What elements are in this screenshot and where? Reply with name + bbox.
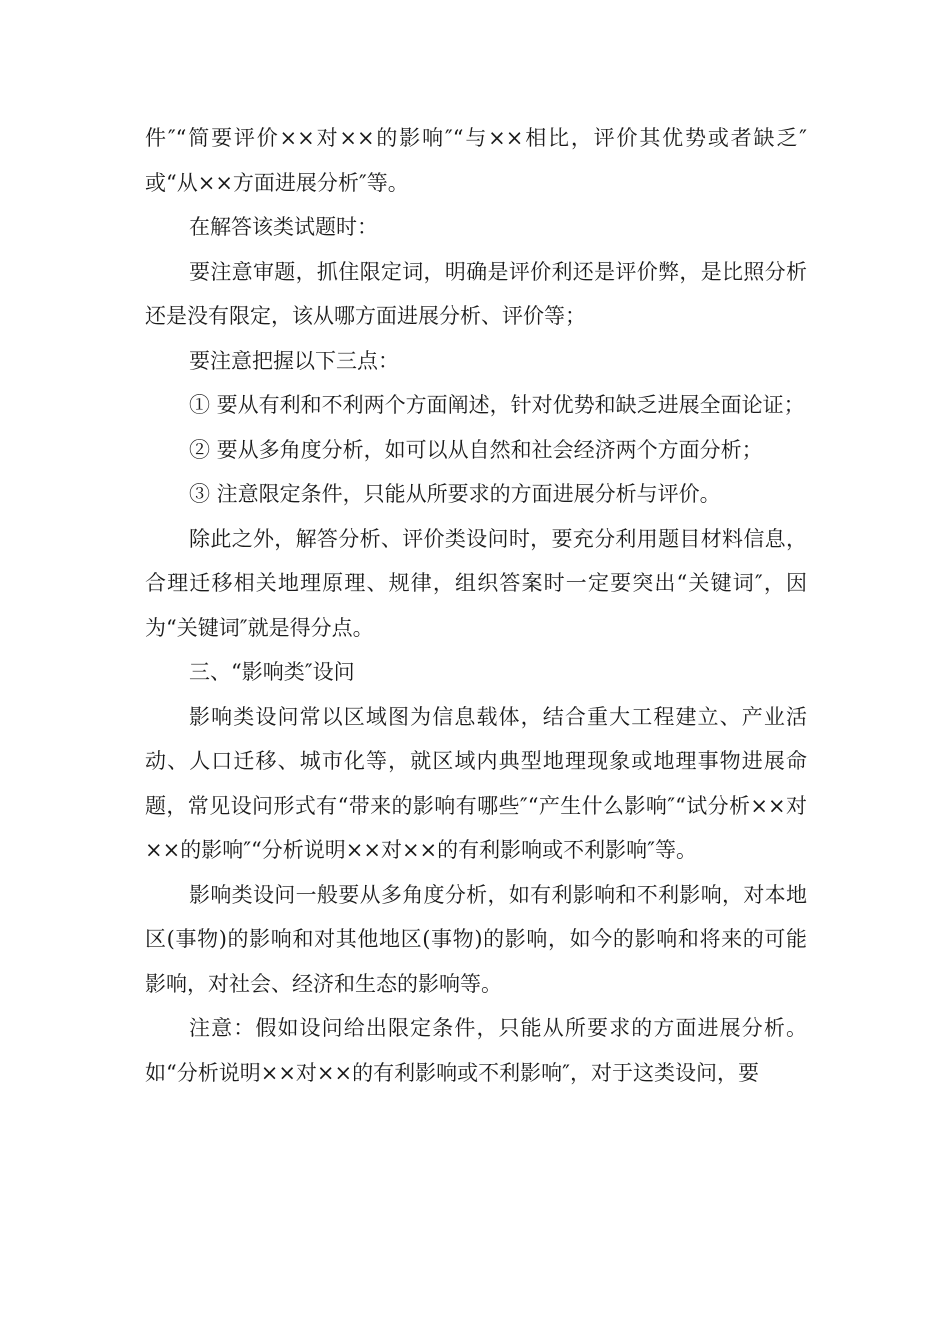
paragraph: 在解答该类试题时： bbox=[189, 215, 378, 239]
document-body bbox=[145, 116, 807, 1095]
list-item: ① 要从有利和不利两个方面阐述，针对优势和缺乏进展全面论证； bbox=[189, 393, 805, 417]
paragraph: 影响类设问一般要从多角度分析，如有利影响和不利影响，对本地区(事物)的影响和对其他地区(事物)的影响，如今的影响和将来的可能影响，对社会、经济和生态的影响等。 bbox=[145, 882, 807, 996]
paragraph: 件″“简要评价××对××的影响″“与××相比，评价其优势或者缺乏″或“从××方面进展分析″等。 bbox=[145, 126, 807, 195]
paragraph: 注意：假如设问给出限定条件，只能从所要求的方面进展分析。如“分析说明××对××的有利影响或不利影响″，对于这类设问，要 bbox=[145, 1016, 807, 1085]
list-item: ③ 注意限定条件，只能从所要求的方面进展分析与评价。 bbox=[189, 482, 721, 506]
paragraph: 影响类设问常以区域图为信息载体，结合重大工程建立、产业活动、人口迁移、城市化等，就区域内典型地理现象或地理事物进展命题，常见设问形式有“带来的影响有哪些″“产生什么影响″“试分析××对××的影响″“分析说明××对××的有利影响或不利影响″等。 bbox=[145, 704, 807, 862]
paragraph: 要注意审题，抓住限定词，明确是评价利还是评价弊，是比照分析还是没有限定，该从哪方面进展分析、评价等； bbox=[145, 259, 807, 328]
paragraph: 除此之外，解答分析、评价类设问时，要充分利用题目材料信息，合理迁移相关地理原理、规律，组织答案时一定要突出“关键词″，因为“关键词″就是得分点。 bbox=[145, 526, 807, 640]
list-item: ② 要从多角度分析，如可以从自然和社会经济两个方面分析； bbox=[189, 437, 763, 462]
section-heading: 三、“影响类″设问 bbox=[189, 660, 355, 684]
paragraph: 要注意把握以下三点： bbox=[189, 348, 399, 373]
